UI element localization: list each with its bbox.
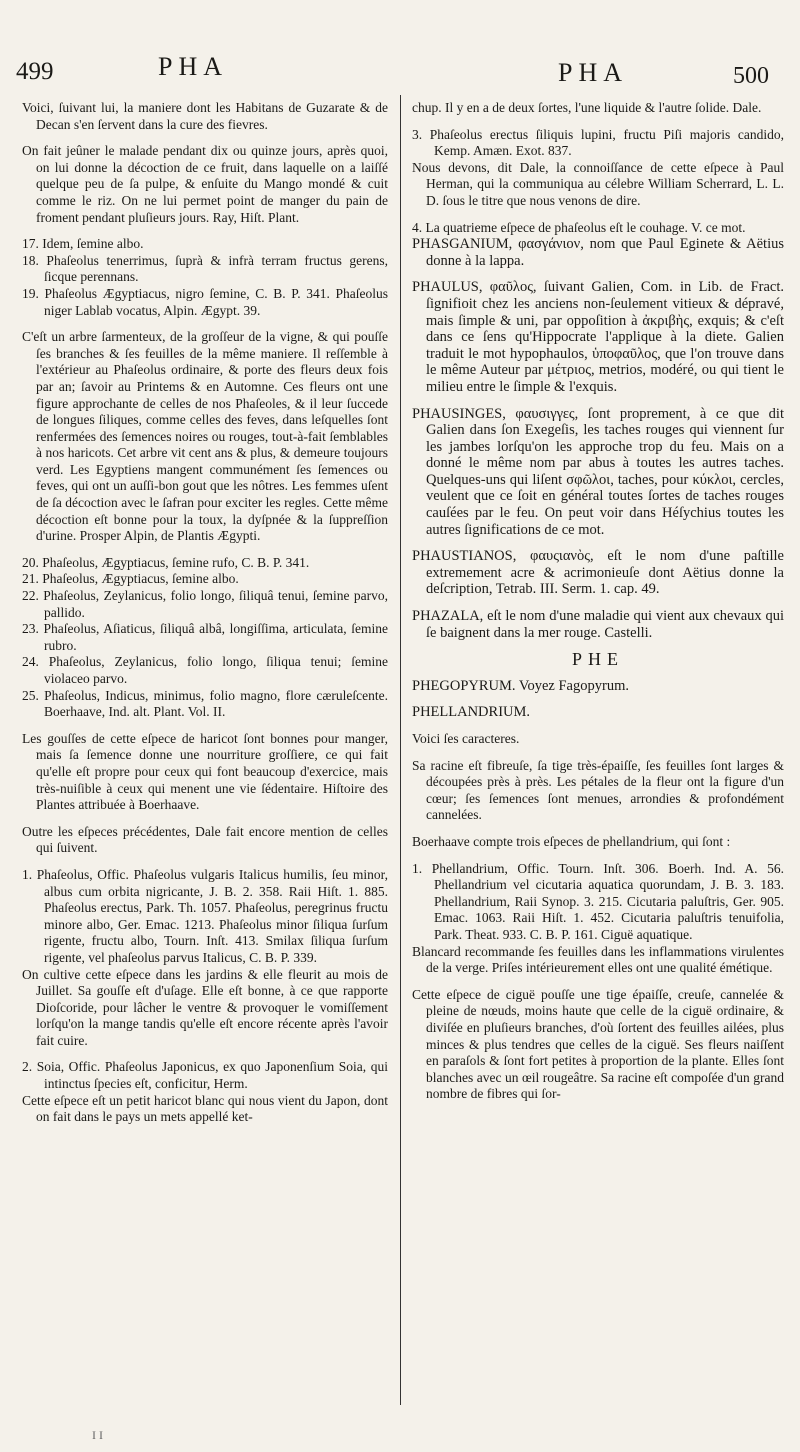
- entry-phaustianos: PHAUSTIANOS, φαυςιανὸς, eſt le nom d'une paſtille extremement acre & acrimonieuſe dont Aëtius donne la deſcription, Tetrab. III. Serm. 1. cap. 49.: [412, 548, 784, 598]
- left-column: [22, 100, 388, 1136]
- section-heading: PHE: [571, 649, 624, 670]
- list-item: 20. Phaſeolus, Ægyptiacus, ſemine rufo, C. B. P. 341.: [22, 554, 310, 570]
- list-item: 3. Phaſeolus erectus ſiliquis lupini, fructu Piſi majoris candido, Kemp. Amæn. Exot. 837.: [412, 126, 784, 159]
- list-item: 24. Phaſeolus, Zeylanicus, folio longo, ſiliqua tenui; ſemine violaceo parvo.: [22, 654, 388, 686]
- list-item: 22. Phaſeolus, Zeylanicus, folio longo, ſiliquâ tenui, ſemine parvo, pallido.: [22, 588, 388, 620]
- species-list: [22, 236, 388, 319]
- species-list: [22, 555, 388, 721]
- entry-phellandrium: PHELLANDRIUM.: [412, 704, 531, 721]
- entry-phaulus: PHAULUS, φαῦλος, ſuivant Galien, Com. in Lib. de Fract. ſignifioit chez les anciens non-ſeulement vitieux & dépravé, mais ſimple & uni, par oppoſition à ἀκριβὴς, exquis; & c'eſt dans ce ſens qu'Hippocrate l'applique à la diete. Galien traduit le mot hypophaulos, ὑποφαῦλος, que l'on trouve dans le même Auteur par μέτριος, metrios, modéré, ou qui tient le milieu entre le ſimple & l'exquis.: [412, 279, 784, 395]
- paragraph: On fait jeûner le malade pendant dix ou quinze jours, après quoi, on lui donne la décoction de ce fruit, dans laquelle on a laiſſé quelque peu de ſa pulpe, & enſuite du Mango mondé & cuit comme le riz. On ne lui permet point de manger du pain de froment pendant pluſieurs jours. Ray, Hiſt. Plant.: [22, 143, 388, 225]
- paragraph: Nous devons, dit Dale, la connoiſſance de cette eſpece à Paul Herman, qui la communiqua au célebre William Scherrard, L. L. D. ſous le titre que nous venons de dire.: [412, 159, 784, 208]
- left-running-title: PHA: [158, 52, 229, 81]
- paragraph: Boerhaave compte trois eſpeces de phellandrium, qui ſont :: [412, 833, 731, 849]
- entry-phausinges: PHAUSINGES, φαυσιγγες, ſont proprement, à ce que dit Galien dans ſon Exegeſis, les taches rouges qui viennent ſur les jambes lorſqu'on les approche trop du feu. Mais on a donné le même nom par abus à toutes les autres taches. Quelques-uns qui liſent σφῶλοι, taches, pour κύκλοι, cercles, veulent que ce ſoit en général toutes ſortes de taches rouges cauſées par le feu. On peut voir dans Héſychius toutes les autres ſignifications de ce mot.: [412, 405, 784, 538]
- list-item: 18. Phaſeolus tenerrimus, ſuprà & infrà terram fructus gerens, ſicque perennans.: [22, 252, 388, 285]
- paragraph: Voici ſes caracteres.: [412, 731, 520, 746]
- paragraph: Blancard recommande ſes feuilles dans les inflammations virulentes de la verge. Priſes intérieurement elles ont une qualité émétique.: [412, 943, 784, 976]
- paragraph: Les gouſſes de cette eſpece de haricot ſont bonnes pour manger, mais ſa ſemence donne une nourriture groſſiere, ce qui fait qu'elle eſt propre pour ceux qui font beaucoup d'exercice, mais très-nuiſible à ceux qui menent une vie ſédentaire. Hiſtoire des Plantes attribuée à Boerhaave.: [22, 730, 388, 813]
- list-item: 21. Phaſeolus, Ægyptiacus, ſemine albo.: [22, 571, 239, 587]
- column-divider: [400, 95, 401, 1405]
- list-item: 1. Phaſeolus, Offic. Phaſeolus vulgaris Italicus humilis, ſeu minor, albus cum orbita nigricante, J. B. 2. 358. Raii Hiſt. 1. 885. Phaſeolus erectus, Park. Th. 1057. Phaſeolus, peregrinus fructu minore albo, Ger. Emac. 1213. Phaſeolus minor ſiliqua ſurſum rigente, fructu albo, Tourn. Inſt. 413. Smilax ſiliqua ſurſum rigente, vel phaſeolus parvus Italicus, C. B. P. 339.: [22, 866, 388, 965]
- paragraph: C'eſt un arbre ſarmenteux, de la groſſeur de la vigne, & qui pouſſe ſes branches & ſes feuilles de la même maniere. Il reſſemble à l'extérieur au Phaſeolus ordinaire, & porte des fleurs deux fois par an; ſavoir au Printems & en Automne. Ces fleurs ont une figure approchante de celles de nos Phaſeoles, & il leur ſuccede de longues ſiliques, comme celles des feves, dans leſquelles ſont renfermées des ſemences noires ou rouges, tout-à-fait ſemblables à nos haricots. Cet arbre vit cent ans & plus, & demeure toujours verd. Les Egyptiens mangent communément ſes ſemences ou feves, qui ont un auſſi-bon gout que les nôtres. Les femmes uſent de ſa décoction avec le ſafran pour exciter les regles. Cette même décoction eſt bonne pour la toux, la dyſpnée & la ſuppreſſion d'urine. Prosper Alpin, de Plantis Ægypti.: [22, 329, 388, 544]
- paragraph: On cultive cette eſpece dans les jardins & elle fleurit au mois de Juillet. Sa gouſſe eſt d'uſage. Elle eſt bonne, à ce que rapporte Dioſcoride, pour lâcher le ventre & provoquer le vomiſſement lorſqu'on la mange tandis qu'elle eſt encore récente après l'avoir fait cuire.: [22, 966, 388, 1048]
- paragraph: Cette eſpece de ciguë pouſſe une tige épaiſſe, creuſe, cannelée & pleine de nœuds, moins haute que celle de la ciguë ordinaire, & diviſée en pluſieurs branches, d'où ſortent des feuilles ailées, plus minces & plus tendres que celles de la ciguë. Ses fleurs naiſſent en paraſols & ſont fort petites à proportion de la plante. Elles ſont blanches avec un œil rougeâtre. Sa racine eſt compoſée d'un grand nombre de fibres qui ſor-: [412, 986, 784, 1102]
- entry-phegopyrum: PHEGOPYRUM. Voyez Fagopyrum.: [412, 677, 629, 694]
- paragraph: Cette eſpece eſt un petit haricot blanc qui nous vient du Japon, dont on fait dans le pays un mets appellé ket-: [22, 1092, 388, 1125]
- list-item: 25. Phaſeolus, Indicus, minimus, folio magno, flore cæruleſcente. Boerhaave, Ind. alt. Plant. Vol. II.: [22, 687, 388, 720]
- paragraph: Sa racine eſt fibreuſe, ſa tige très-épaiſſe, ſes feuilles ſont larges & découpées près à près. Les pétales de la fleur ont la figure d'un cœur; ſes ſemences ſont menues, arrondies & profondément cannelées.: [412, 757, 784, 823]
- signature-mark: I I: [92, 1428, 103, 1442]
- entry-phazala: PHAZALA, eſt le nom d'une maladie qui vient aux chevaux qui ſe baignent dans la mer rouge. Castelli.: [412, 608, 784, 641]
- paragraph: Voici, ſuivant lui, la maniere dont les Habitans de Guzarate & de Decan s'en ſervent dans la cure des fievres.: [22, 100, 388, 132]
- list-item: 17. Idem, ſemine albo.: [22, 236, 144, 252]
- list-item: 4. La quatrieme eſpece de phaſeolus eſt le couhage. V. ce mot.: [412, 219, 746, 235]
- entry-phasganium: PHASGANIUM, φασγάνιον, nom que Paul Eginete & Aëtius donne à la lappa.: [412, 236, 784, 269]
- list-item: 1. Phellandrium, Offic. Tourn. Inſt. 306. Boerh. Ind. A. 56. Phellandrium vel cicutaria aquatica quorundam, J. B. 3. 183. Phellandrium, Raii Synop. 3. 215. Cicutaria paluſtris, Ger. 905. Emac. 1063. Raii Hiſt. 1. 452. Cicutaria paluſtris tenuifolia, Park. Theat. 933. C. B. P. 161. Ciguë aquatique.: [412, 860, 784, 942]
- list-item: 19. Phaſeolus Ægyptiacus, nigro ſemine, C. B. P. 341. Phaſeolus niger Lablab vocatus, Alpin. Ægypt. 39.: [22, 285, 388, 318]
- right-column: [412, 100, 784, 1113]
- right-running-title: PHA: [558, 58, 629, 87]
- paragraph: chup. Il y en a de deux ſortes, l'une liquide & l'autre ſolide. Dale.: [412, 100, 762, 115]
- list-item: 2. Soia, Offic. Phaſeolus Japonicus, ex quo Japonenſium Soia, qui intinctus ſpecies eſt, conficitur, Herm.: [22, 1059, 388, 1092]
- left-page-number: 499: [16, 58, 54, 85]
- list-item: 23. Phaſeolus, Aſiaticus, ſiliquâ albâ, longiſſima, articulata, ſemine rubro.: [22, 621, 388, 653]
- paragraph: Outre les eſpeces précédentes, Dale fait encore mention de celles qui ſuivent.: [22, 823, 388, 856]
- right-page-number: 500: [733, 63, 769, 89]
